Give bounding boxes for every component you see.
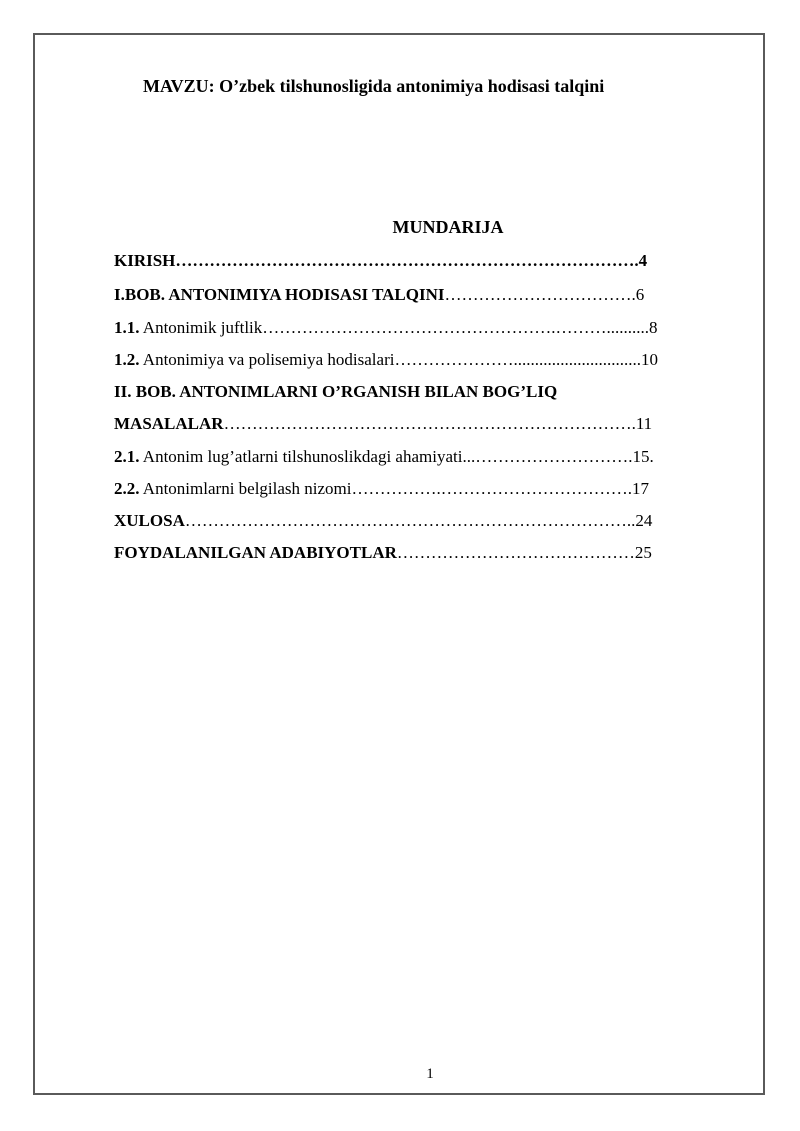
toc-entry-2-1: [114, 447, 654, 467]
toc-entry-references: [114, 543, 652, 563]
toc-entry-chapter-2-line-1: [114, 382, 557, 402]
page-number: 1: [426, 1066, 434, 1082]
toc-entry-label: Antonimik juftlik…………………………………………….………..........8: [139, 318, 658, 337]
toc-entry-dots: ……………………………………………………………………..24: [184, 511, 653, 530]
toc-entry-label: Antonim lug’atlarni tilshunoslikdagi ahamiyati...……………………….15.: [139, 447, 654, 466]
page-border: [33, 33, 765, 1095]
toc-entry-1-2: [114, 350, 658, 370]
toc-entry-xulosa: [114, 511, 652, 531]
toc-entry-kirish: [114, 251, 647, 271]
toc-entry-1-1: [114, 318, 658, 338]
toc-entry-2-2: [114, 479, 649, 499]
toc-entry-chapter-2-line-2: [114, 414, 652, 434]
toc-heading: MUNDARIJA: [392, 217, 504, 237]
toc-entry-label: FOYDALANILGAN ADABIYOTLAR: [114, 543, 397, 562]
toc-entry-dots: …………………………….6: [444, 285, 645, 304]
toc-entry-number: 1.1.: [114, 318, 140, 337]
toc-entry-label: I.BOB. ANTONIMIYA HODISASI TALQINI: [114, 285, 445, 304]
toc-entry-label: Antonimiya va polisemiya hodisalari…………………..............................10: [139, 350, 658, 369]
toc-entry-label: Antonimlarni belgilash nizomi…………….…………………………….17: [139, 479, 650, 498]
toc-entry-label: II. BOB. ANTONIMLARNI O’RGANISH BILAN BOG’LIQ: [114, 382, 558, 401]
toc-entry-number: 2.1.: [114, 447, 140, 466]
document-topic: MAVZU: O’zbek tilshunosligida antonimiya hodisasi talqini: [143, 76, 605, 96]
toc-entry-dots: ……………………………………………………………….11: [223, 414, 653, 433]
toc-entry-number: 1.2.: [114, 350, 140, 369]
toc-entry-label: MASALALAR: [114, 414, 224, 433]
toc-entry-label: XULOSA: [114, 511, 185, 530]
toc-entry-dots: ……………………………………25: [396, 543, 652, 562]
toc-entry-number: 2.2.: [114, 479, 140, 498]
toc-entry-label: KIRISH……………………………………………………………………….4: [114, 251, 648, 270]
toc-entry-chapter-1: [114, 285, 644, 305]
